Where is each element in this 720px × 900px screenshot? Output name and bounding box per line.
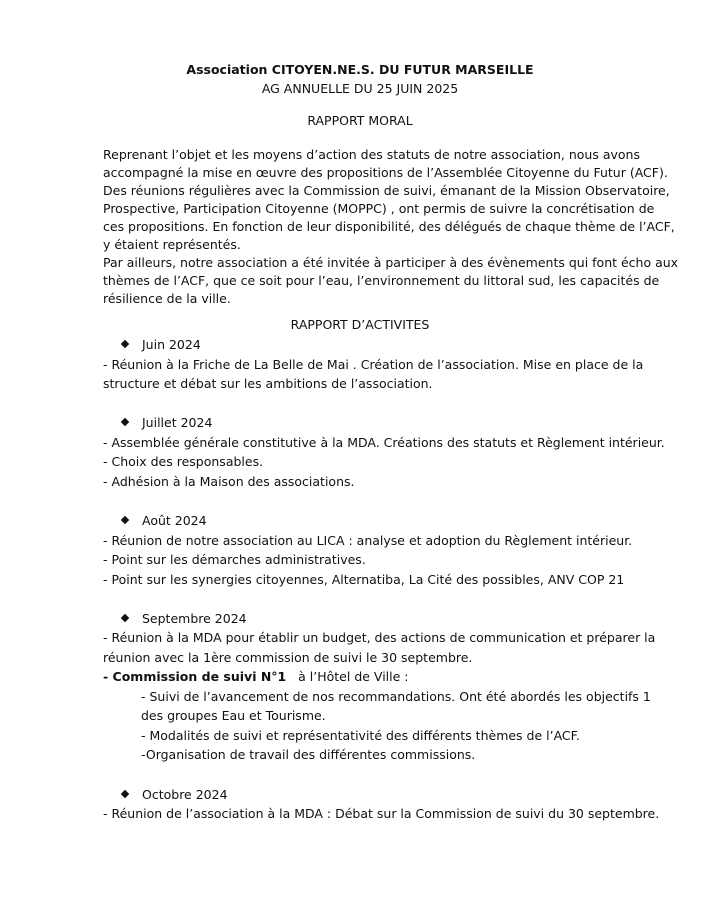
activity-line: - Réunion de l’association à la MDA : Débat sur la Commission de suivi du 30 septembre. [103, 806, 660, 821]
document-subtitle: AG ANNUELLE DU 25 JUIN 2025 [261, 81, 459, 96]
month-heading-july-2024 [122, 414, 212, 432]
month-heading-june-2024 [122, 336, 201, 354]
activity-line: - Adhésion à la Maison des associations. [103, 474, 355, 489]
document-title: Association CITOYEN.NE.S. DU FUTUR MARSEILLE [186, 62, 534, 77]
month-label: Juin 2024 [142, 337, 201, 352]
commission-location: à l’Hôtel de Ville : [286, 669, 409, 684]
activity-line: - Réunion à la Friche de La Belle de Mai . Création de l’association. Mise en place de la [103, 357, 644, 372]
commission-detail-line: -Organisation de travail des différentes commissions. [141, 747, 476, 762]
month-heading-october-2024 [122, 786, 228, 804]
commission-detail-line: des groupes Eau et Tourisme. [141, 708, 326, 723]
moral-paragraph-line: Par ailleurs, notre association a été invitée à participer à des évènements qui font écho aux [103, 255, 679, 270]
diamond-bullet-icon [121, 790, 129, 798]
moral-paragraph-line: accompagné la mise en œuvre des propositions de l’Assemblée Citoyenne du Futur (ACF). [103, 165, 668, 180]
moral-paragraph-line: Prospective, Participation Citoyenne (MOPPC) , ont permis de suivre la concrétisation de [103, 201, 655, 216]
activity-line: - Point sur les synergies citoyennes, Alternatiba, La Cité des possibles, ANV COP 21 [103, 572, 625, 587]
month-label: Août 2024 [142, 513, 207, 528]
activity-line: - Choix des responsables. [103, 454, 264, 469]
activity-line: - Réunion de notre association au LICA : analyse et adoption du Règlement intérieur. [103, 533, 633, 548]
activity-line: - Assemblée générale constitutive à la MDA. Créations des statuts et Règlement intérieur. [103, 435, 665, 450]
diamond-bullet-icon [121, 340, 129, 348]
moral-paragraph-line: Des réunions régulières avec la Commission de suivi, émanant de la Mission Observatoire, [103, 183, 670, 198]
month-heading-september-2024 [122, 610, 247, 628]
activity-line: réunion avec la 1ère commission de suivi le 30 septembre. [103, 650, 473, 665]
month-heading-august-2024 [122, 512, 207, 530]
moral-paragraph-line: résilience de la ville. [103, 291, 231, 306]
diamond-bullet-icon [121, 418, 129, 426]
diamond-bullet-icon [121, 516, 129, 524]
commission-detail-line: - Suivi de l’avancement de nos recommandations. Ont été abordés les objectifs 1 [141, 689, 651, 704]
activity-line: structure et débat sur les ambitions de l’association. [103, 376, 433, 391]
diamond-bullet-icon [121, 614, 129, 622]
moral-paragraph-line: y étaient représentés. [103, 237, 241, 252]
month-label: Septembre 2024 [142, 611, 247, 626]
commission-title: - Commission de suivi N°1 [103, 669, 287, 684]
moral-report-heading: RAPPORT MORAL [307, 113, 413, 128]
moral-paragraph-line: ces propositions. En fonction de leur disponibilité, des délégués de chaque thème de l’ACF, [103, 219, 675, 234]
activity-line: - Point sur les démarches administratives. [103, 552, 366, 567]
activity-report-heading: RAPPORT D’ACTIVITES [290, 317, 430, 332]
activity-line: - Réunion à la MDA pour établir un budget, des actions de communication et préparer la [103, 630, 656, 645]
month-label: Juillet 2024 [142, 415, 213, 430]
moral-paragraph-line: Reprenant l’objet et les moyens d’action des statuts de notre association, nous avons [103, 147, 640, 162]
commission-line [103, 668, 409, 686]
moral-paragraph-line: thèmes de l’ACF, que ce soit pour l’eau, l’environnement du littoral sud, les capacités de [103, 273, 660, 288]
commission-detail-line: - Modalités de suivi et représentativité des différents thèmes de l’ACF. [141, 728, 580, 743]
month-label: Octobre 2024 [142, 787, 228, 802]
